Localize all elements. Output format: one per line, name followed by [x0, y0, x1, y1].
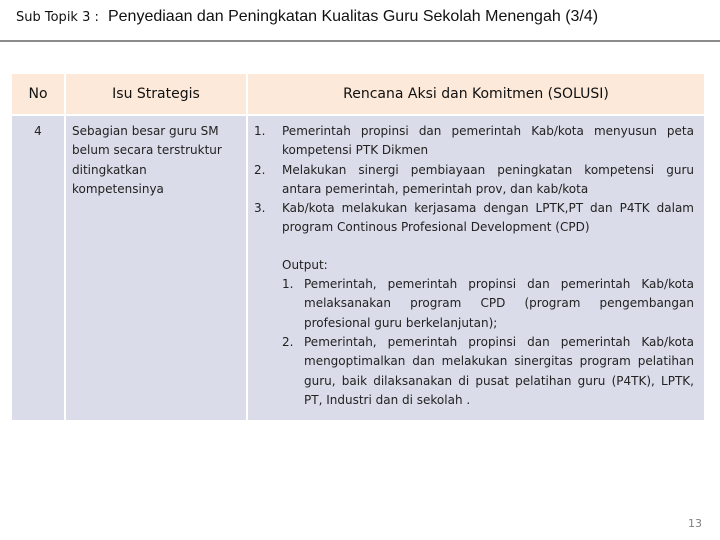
output-number: 2. — [282, 334, 294, 349]
page-number: 13 — [688, 517, 702, 530]
output-label: Output: — [282, 257, 328, 272]
action-text: Kab/kota melakukan kerjasama dengan LPTK,PT dan P4TK dalam program Continous Profesional Development (CPD) — [282, 201, 694, 235]
title-divider — [0, 40, 720, 42]
header-no: No — [12, 74, 64, 114]
action-number: 1. — [254, 124, 266, 138]
action-item — [254, 199, 694, 238]
action-number: 2. — [254, 162, 266, 177]
isu-strategis-cell: Sebagian besar guru SM belum secara terstruktur ditingkatkan kompetensinya — [66, 116, 246, 420]
output-number: 1. — [282, 277, 294, 292]
row-number: 4 — [12, 116, 64, 420]
action-text: Melakukan sinergi pembiayaan peningkatan kompetensi guru antara pemerintah, pemerintah prov, dan kab/kota — [282, 162, 694, 196]
strategy-table — [10, 72, 706, 422]
output-list — [282, 275, 694, 410]
header-rencana-aksi: Rencana Aksi dan Komitmen (SOLUSI) — [248, 74, 704, 114]
output-text: Pemerintah, pemerintah propinsi dan pemerintah Kab/kota melaksanakan program CPD (program pengembangan profesional guru berkelanjutan); — [304, 277, 694, 330]
title-text: Penyediaan dan Peningkatan Kualitas Guru Sekolah Menengah (3/4) — [107, 8, 599, 25]
action-item — [254, 161, 694, 200]
header-isu-strategis: Isu Strategis — [66, 74, 246, 114]
title-prefix: Sub Topik 3 : — [16, 10, 99, 25]
action-list — [254, 122, 694, 238]
action-number: 3. — [254, 201, 266, 216]
slide-title — [16, 6, 716, 40]
action-item — [254, 122, 694, 161]
output-item — [282, 275, 694, 333]
rencana-aksi-cell — [248, 116, 704, 420]
table-header-row — [12, 74, 704, 114]
table-row — [12, 116, 704, 420]
output-text: Pemerintah, pemerintah propinsi dan pemerintah Kab/kota mengoptimalkan dan melakukan sinergitas program pelatihan guru, baik dilaksanakan di pusat pelatihan guru (P4TK), LPTK, PT, Industri dan di sekolah . — [304, 334, 694, 407]
output-item — [282, 333, 694, 410]
action-text: Pemerintah propinsi dan pemerintah Kab/kota menyusun peta kompetensi PTK Dikmen — [282, 124, 694, 158]
output-block — [282, 256, 694, 410]
